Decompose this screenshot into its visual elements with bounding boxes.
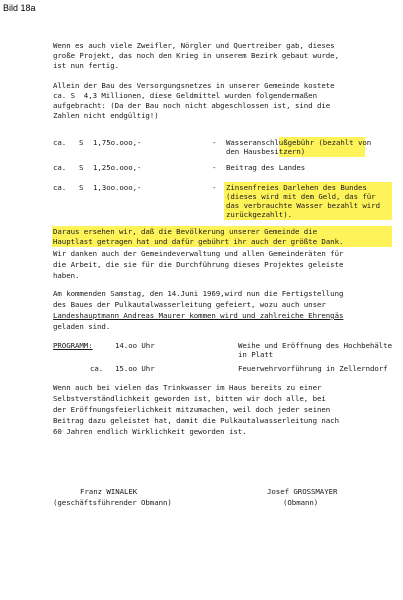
closing-line: 60 Jahren endlich Wirklichkeit geworden ist.: [53, 427, 247, 436]
program-prefix: ca.: [90, 364, 104, 373]
thanks-line: Wir danken auch der Gemeindeverwaltung und allen Gemeinderäten für: [53, 249, 344, 258]
cost-desc-line: Zinsenfreies Darlehen des Bundes: [226, 183, 367, 192]
event-line: Am kommenden Samstag, den 14.Juni 1969,wird nun die Fertigstellung: [53, 289, 344, 298]
cost-prefix: ca.: [53, 163, 67, 172]
closing-line: Selbstverständlichkeit geworden ist, bitten wir doch alle, bei: [53, 394, 326, 403]
program-desc-line: Feuerwehrvorführung in Zellerndorf: [238, 364, 388, 373]
intro-line: große Projekt, das noch den Krieg in unserem Bezirk gebaut wurde,: [53, 51, 339, 60]
thanks-line: die Arbeit, die sie für die Durchführung dieses Projektes geleiste: [53, 260, 344, 269]
thanks-line: Hauptlast getragen hat und dafür gebührt ihr auch der größte Dank.: [53, 237, 344, 246]
cost-desc-line: (dieses wird mit dem Geld, das für: [226, 192, 376, 201]
costs-intro-line: aufgebracht: (Da der Bau noch nicht abgeschlossen ist, sind die: [53, 101, 331, 110]
cost-currency: S: [79, 163, 84, 172]
cost-desc-line: Wasseranschlußgebühr (bezahlt von: [226, 138, 372, 147]
closing-line: der Eröffnungsfeierlichkeit mitzumachen, weil doch jeder seinen: [53, 405, 331, 414]
program-desc-line: in Platt: [238, 350, 274, 359]
cost-dash: -: [212, 183, 217, 192]
closing-line: Wenn auch bei vielen das Trinkwasser im Haus bereits zu einer: [53, 383, 322, 392]
cost-amount: 1,3oo.ooo,-: [93, 183, 142, 192]
cost-prefix: ca.: [53, 138, 67, 147]
cost-dash: -: [212, 163, 217, 172]
cost-prefix: ca.: [53, 183, 67, 192]
cost-currency: S: [79, 138, 84, 147]
costs-intro-line: Zahlen nicht endgültig!): [53, 111, 159, 120]
cost-desc-line: zurückgezahlt).: [226, 210, 292, 219]
cost-currency: S: [79, 183, 84, 192]
cost-desc-line: Beitrag des Landes: [226, 163, 306, 172]
cost-dash: -: [212, 138, 217, 147]
thanks-line: Daraus ersehen wir, daß die Bevölkerung unserer Gemeinde die: [53, 227, 317, 236]
event-line: geladen sind.: [53, 322, 111, 331]
event-line: Landeshauptmann Andreas Maurer kommen wird und zahlreiche Ehrengäs: [53, 311, 344, 320]
cost-desc-line: das verbrauchte Wasser bezahlt wird: [226, 201, 380, 210]
cost-amount: 1,25o.ooo,-: [93, 163, 142, 172]
program-desc-line: Weihe und Eröffnung des Hochbehälte: [238, 341, 392, 350]
program-label: PROGRAMM:: [53, 341, 93, 350]
intro-line: Wenn es auch viele Zweifler, Nörgler und Quertreiber gab, dieses: [53, 41, 335, 50]
page-label: Bild 18a: [3, 3, 36, 13]
cost-desc-line: den Hausbesitzern): [226, 147, 306, 156]
signature-role: (Obmann): [283, 498, 319, 507]
thanks-line: haben.: [53, 271, 80, 280]
intro-line: ist nun fertig.: [53, 61, 119, 70]
cost-amount: 1,75o.ooo,-: [93, 138, 142, 147]
costs-intro-line: ca. S 4,3 Millionen, diese Geldmittel wurden folgendermaßen: [53, 91, 317, 100]
signature-name: Franz WINALEK: [80, 487, 138, 496]
event-line: des Baues der Pulkautalwasserleitung gefeiert, wozu auch unser: [53, 300, 326, 309]
costs-intro-line: Allein der Bau des Versorgungsnetzes in unserer Gemeinde kostete: [53, 81, 335, 90]
signature-role: (geschäftsführender Obmann): [53, 498, 172, 507]
signature-name: Josef GROSSMAYER: [267, 487, 338, 496]
program-time: 15.oo Uhr: [115, 364, 155, 373]
program-time: 14.oo Uhr: [115, 341, 155, 350]
closing-line: Beitrag dazu geleistet hat, damit die Pulkautalwasserleitung nach: [53, 416, 339, 425]
